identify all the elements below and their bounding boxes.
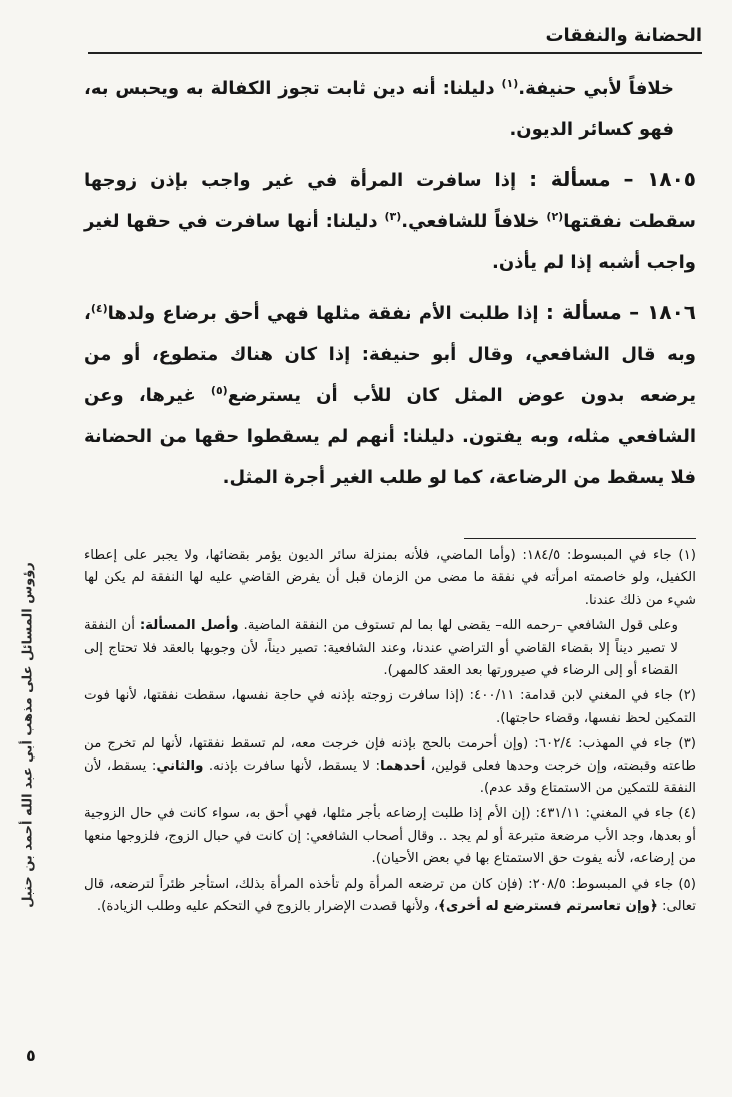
footnote-1-continued: وعلى قول الشافعي –رحمه الله– يقضى لها بما لم تستوف من النفقة الماضية. وأصل المسألة: أن النفقة لا تصير ديناً إلا بقضاء القاضي أو التراضي عندنا، وعند الشافعية: تصير ديناً، لأن وجوبها بالعقد فلا تحتاج إلى القضاء أو إلى الرضاء في صيرورتها بعد العقد كالمهر). bbox=[84, 618, 679, 679]
issue-number: ١٨٠٦ – bbox=[629, 300, 696, 324]
footnote-ref[interactable]: (١) bbox=[501, 77, 519, 90]
footnote-divider bbox=[464, 538, 696, 539]
side-book-title: رؤوس المسائل على مذهب أبي عبد الله أحمد بن حنبل bbox=[20, 562, 36, 908]
issue-1806: ١٨٠٦ – مسألة : إذا طلبت الأم نفقة مثلها فهي أحق برضاع ولدها$^{(٤)}$، وبه قال الشافعي، وقال أبو حنيفة: إذا كان هناك متطوع، أو من يرضعه بدون عوض المثل كان للأب أن يسترضع$^{(٥)}$ غيرها، وعن الشافعي مثله، وبه يفتون. دليلنا: أنهم لم يسقطوا حقها من الحضانة فلا يسقط من الرضاعة، كما لو طلب الغير أجرة المثل. bbox=[84, 300, 697, 488]
chapter-title: الحضانة والنفقات bbox=[537, 25, 702, 46]
footnote-2: (٢) جاء في المغني لابن قدامة: ٤٠٠/١١: (إذا سافرت زوجته بإذنه في حاجة نفسها، سقطت نفقتها، لأنها فوت التمكين لحظ نفسها، وقضاء حاجتها). bbox=[84, 688, 696, 726]
issue-number: ١٨٠٥ – bbox=[623, 167, 696, 191]
issue-label: مسألة : bbox=[529, 167, 611, 191]
issue-label: مسألة : bbox=[545, 300, 622, 324]
footnote-ref[interactable]: (٤) bbox=[90, 302, 108, 315]
footnote-5: (٥) جاء في المبسوط: ٢٠٨/٥: (فإن كان من ترضعه المرأة ولم تأخذه المرأة بذلك، استأجر ظئراً لترضعه، قال تعالى: ﴿وإن تعاسرتم فسترضع له أخرى﴾، ولأنها قصدت الإضرار بالزوج في التحكم عليه وطلب الزيادة). bbox=[84, 876, 696, 915]
footnote-ref[interactable]: (٥) bbox=[210, 384, 228, 397]
footnote-ref[interactable]: (٢) bbox=[546, 210, 564, 223]
issue-1805: ١٨٠٥ – مسألة : إذا سافرت المرأة في غير واجب بإذن زوجها سقطت نفقتها$^{(٢)}$ خلافاً للشافعي.$^{(٣)}$ دليلنا: أنها سافرت في حقها لغير واجب أشبه إذا لم يأذن. bbox=[84, 167, 696, 273]
running-header bbox=[88, 22, 702, 54]
footnote-1: (١) جاء في المبسوط: ١٨٤/٥: (وأما الماضي، فلأنه بمنزلة سائر الديون يؤمر بقضائها، ولا يجبر على إعطاء الكفيل، ولو خاصمته امرأته في نفقة ما مضى من الزمان قبل أن يفرض القاضي عليه لها النفقة لم يكن لها شيء من ذلك عندنا. bbox=[84, 548, 696, 608]
footnote-ref[interactable]: (٣) bbox=[384, 210, 402, 223]
footnote-3: (٣) جاء في المهذب: ٦٠٢/٤: (وإن أحرمت بالحج بإذنه فإن خرجت معه، لم تسقط نفقتها، لأنها لم تخرج من طاعته وقبضته، وإن خرجت وحدها فعلى قولين، أحدهما: لا يسقط، لأنها سافرت بإذنه. والثاني: يسقط، لأن النفقة للتمكين من الاستمتاع وقد عدم). bbox=[84, 736, 696, 797]
main-text bbox=[84, 68, 696, 507]
paragraph-continuation: خلافاً لأبي حنيفة.$^{(١)}$ دليلنا: أنه دين ثابت تجوز الكفالة به ويحبس به، فهو كسائر الديون. bbox=[84, 77, 674, 140]
quran-quote: ﴿وإن تعاسرتم فسترضع له أخرى﴾ bbox=[438, 899, 658, 915]
footnote-4: (٤) جاء في المغني: ٤٣١/١١: (إن الأم إذا طلبت إرضاعه بأجر مثلها، فهي أحق به، سواء كانت في حال الزوجية أو بعدها، وجد الأب مرضعة متبرعة أو لم يجد .. وقال أصحاب الشافعي: إن كانت في حبال الزوج، فلزوجها منعها من إرضاعه، لأنه يفوت حق الاستمتاع بها في بعض الأحيان). bbox=[84, 806, 696, 867]
footnotes bbox=[84, 545, 696, 922]
page-number: ٥ bbox=[26, 1046, 36, 1065]
